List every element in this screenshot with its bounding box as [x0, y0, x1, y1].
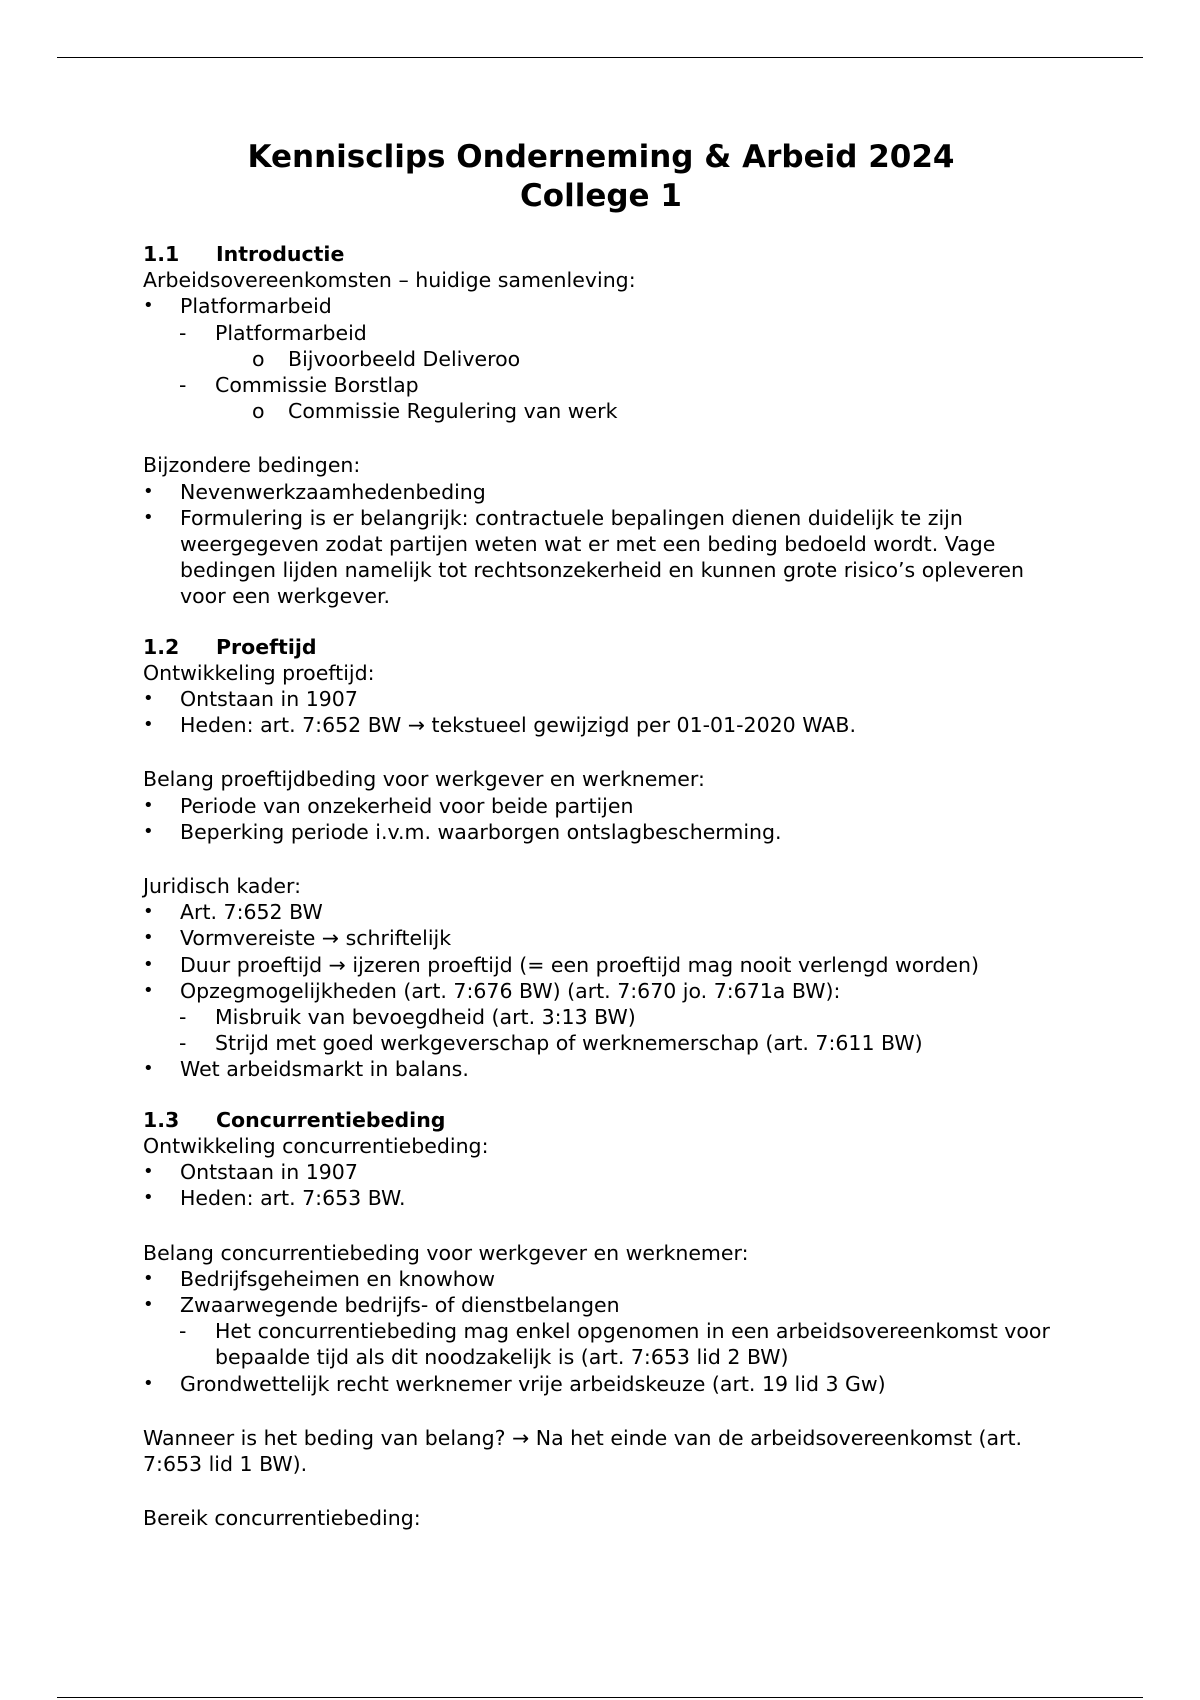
list-item: [143, 686, 1063, 712]
sub-list-item: [143, 372, 1063, 398]
spacer: [143, 738, 1063, 766]
sub-sub-list-item-text: Bijvoorbeeld Deliveroo: [288, 346, 521, 371]
section-number: 1.3: [143, 1107, 180, 1132]
list-item: [143, 1056, 1063, 1082]
dash-icon: -: [179, 1319, 187, 1344]
paragraph-intro: Belang concurrentiebeding voor werkgever en werknemer:: [143, 1240, 749, 1265]
section-title: Introductie: [216, 242, 345, 266]
spacer: [143, 610, 1063, 634]
list-item-text: Vormvereiste → schriftelijk: [180, 926, 452, 951]
bullet-icon: •: [143, 1058, 154, 1080]
section-heading-1-1: [143, 241, 1063, 267]
list-item: [143, 1266, 1063, 1292]
bullet-icon: •: [143, 1372, 154, 1394]
list-item: [143, 952, 1063, 978]
bullet-icon: •: [143, 688, 154, 710]
document-title: [139, 138, 1063, 216]
list-item: [143, 1371, 1063, 1397]
list-item-text: Heden: art. 7:653 BW.: [180, 1186, 406, 1211]
bullet-icon: •: [143, 1267, 154, 1289]
bullet-icon: •: [143, 820, 154, 842]
section-number: 1.2: [143, 634, 180, 659]
dash-icon: -: [179, 1031, 187, 1056]
list-item-text: Formulering is er belangrijk: contractuele bepalingen dienen duidelijk te zijn weergegeven zodat partijen weten wat er met een beding bedoeld wordt. Vage bedingen lijden namelijk tot rechtsonzekerheid en kunnen grote risico’s opleveren voor een werkgever.: [180, 505, 1024, 609]
sub-list-item: [143, 1030, 1063, 1056]
section-heading-1-3: [143, 1107, 1063, 1133]
paragraph-intro: Ontwikkeling concurrentiebeding:: [143, 1133, 489, 1158]
section-title: Proeftijd: [216, 634, 317, 659]
spacer: [143, 424, 1063, 452]
bullet-icon: •: [143, 1187, 154, 1209]
list-item-text: Beperking periode i.v.m. waarborgen ontslagbescherming.: [180, 819, 782, 844]
list-item-text: Ontstaan in 1907: [180, 687, 358, 712]
list-item: [143, 925, 1063, 951]
section-number: 1.1: [143, 242, 180, 266]
top-rule: [57, 57, 1143, 58]
list-item: [143, 793, 1063, 819]
dash-icon: -: [179, 373, 187, 398]
list-item-text: Duur proeftijd → ijzeren proeftijd (= een proeftijd mag nooit verlengd worden): [180, 952, 979, 977]
sub-list-item-text: Het concurrentiebeding mag enkel opgenomen in een arbeidsovereenkomst voor bepaalde tijd als dit noodzakelijk is (art. 7:653 lid 2 BW): [215, 1319, 1050, 1370]
spacer: [143, 1477, 1063, 1505]
list-item: [143, 1159, 1063, 1185]
dash-icon: -: [179, 1005, 187, 1030]
list-item-text: Nevenwerkzaamhedenbeding: [180, 479, 486, 504]
list-item-text: Grondwettelijk recht werknemer vrije arbeidskeuze (art. 19 lid 3 Gw): [180, 1371, 886, 1396]
sub-list-item: [143, 1318, 1063, 1370]
paragraph-intro: Belang proeftijdbeding voor werkgever en werknemer:: [143, 767, 705, 792]
paragraph: Bereik concurrentiebeding:: [143, 1506, 421, 1531]
spacer: [143, 1083, 1063, 1107]
sub-list-item-text: Misbruik van bevoegdheid (art. 3:13 BW): [215, 1005, 636, 1030]
bullet-icon: •: [143, 927, 154, 949]
list-item: [143, 1185, 1063, 1211]
list-item: [143, 899, 1063, 925]
list-item-text: Platformarbeid: [180, 294, 332, 319]
sub-sub-list-item: [143, 346, 1063, 372]
list-item: [143, 978, 1063, 1004]
paragraph: Wanneer is het beding van belang? → Na het einde van de arbeidsovereenkomst (art. 7:653 lid 1 BW).: [143, 1425, 1023, 1476]
paragraph-intro: Ontwikkeling proeftijd:: [143, 660, 375, 685]
bullet-icon: •: [143, 1161, 154, 1183]
dash-icon: -: [179, 320, 187, 345]
list-item-text: Art. 7:652 BW: [180, 900, 323, 925]
title-line-1: Kennisclips Onderneming & Arbeid 2024: [247, 139, 955, 175]
list-item: [143, 293, 1063, 319]
bullet-icon: •: [143, 714, 154, 736]
bullet-icon: •: [143, 953, 154, 975]
document-body: [143, 138, 1063, 1531]
sub-list-item: [143, 1004, 1063, 1030]
list-item-text: Opzegmogelijkheden (art. 7:676 BW) (art. 7:670 jo. 7:671a BW):: [180, 978, 841, 1003]
list-item-text: Zwaarwegende bedrijfs- of dienstbelangen: [180, 1292, 620, 1317]
list-item: [143, 505, 1063, 610]
circle-bullet-icon: o: [252, 346, 265, 371]
list-item: [143, 1292, 1063, 1318]
bullet-icon: •: [143, 794, 154, 816]
paragraph-intro: Arbeidsovereenkomsten – huidige samenleving:: [143, 268, 636, 293]
bullet-icon: •: [143, 1293, 154, 1315]
spacer: [143, 1397, 1063, 1425]
sub-sub-list-item-text: Commissie Regulering van werk: [288, 399, 618, 424]
paragraph-intro: Bijzondere bedingen:: [143, 453, 361, 478]
bullet-icon: •: [143, 506, 154, 528]
sub-list-item: [143, 320, 1063, 346]
sub-list-item-text: Commissie Borstlap: [215, 373, 419, 398]
bullet-icon: •: [143, 295, 154, 317]
section-heading-1-2: [143, 634, 1063, 660]
spacer: [143, 1212, 1063, 1240]
circle-bullet-icon: o: [252, 399, 265, 424]
spacer: [143, 845, 1063, 873]
list-item: [143, 819, 1063, 845]
list-item-text: Heden: art. 7:652 BW → tekstueel gewijzigd per 01-01-2020 WAB.: [180, 713, 856, 738]
bullet-icon: •: [143, 480, 154, 502]
bullet-icon: •: [143, 901, 154, 923]
list-item-text: Periode van onzekerheid voor beide partijen: [180, 793, 634, 818]
title-line-2: College 1: [520, 178, 682, 214]
sub-list-item-text: Platformarbeid: [215, 320, 367, 345]
sub-list-item-text: Strijd met goed werkgeverschap of werknemerschap (art. 7:611 BW): [215, 1031, 923, 1056]
sub-sub-list-item: [143, 398, 1063, 424]
bullet-icon: •: [143, 979, 154, 1001]
list-item-text: Wet arbeidsmarkt in balans.: [180, 1057, 469, 1082]
list-item-text: Bedrijfsgeheimen en knowhow: [180, 1266, 496, 1291]
list-item: [143, 479, 1063, 505]
list-item: [143, 712, 1063, 738]
list-item-text: Ontstaan in 1907: [180, 1160, 358, 1185]
section-title: Concurrentiebeding: [216, 1107, 446, 1132]
paragraph-intro: Juridisch kader:: [143, 874, 302, 899]
bottom-rule: [57, 1697, 1143, 1698]
